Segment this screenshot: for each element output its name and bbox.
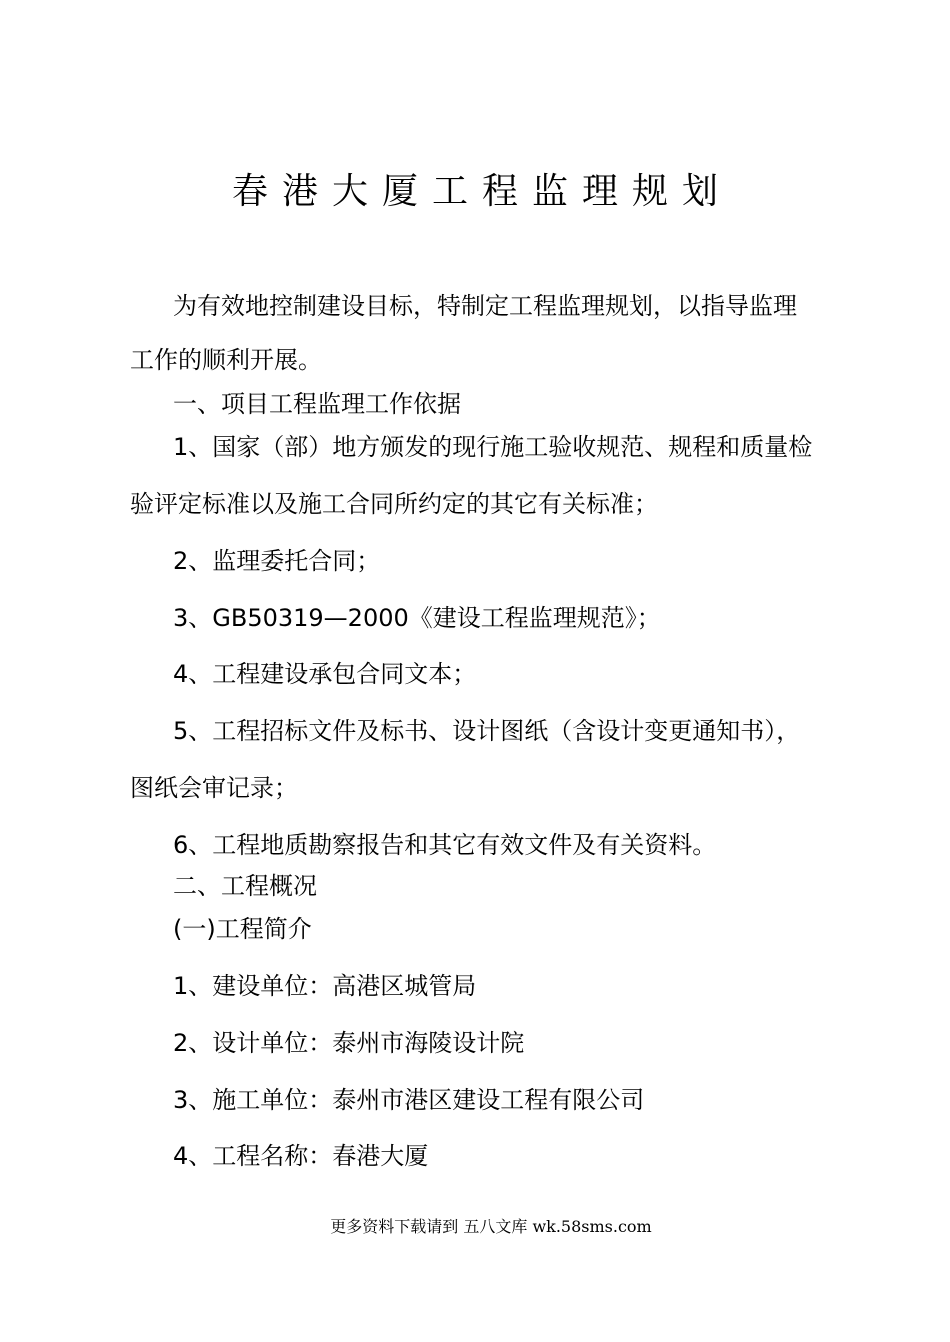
list-item: 3、GB50319—2000《建设工程监理规范》； — [173, 604, 661, 632]
section-heading: 二、工程概况 — [173, 872, 317, 900]
list-item: 3、施工单位：泰州市港区建设工程有限公司 — [173, 1086, 645, 1114]
list-item: 4、工程建设承包合同文本； — [173, 660, 477, 688]
paragraph-line: 工作的顺利开展。 — [130, 346, 322, 374]
page-footer: 更多资料下载请到 五八文库 wk.58sms.com — [330, 1217, 652, 1236]
list-item-continuation: 验评定标准以及施工合同所约定的其它有关标准； — [130, 490, 658, 518]
subsection-heading: (一)工程简介 — [173, 915, 312, 943]
list-item: 6、工程地质勘察报告和其它有效文件及有关资料。 — [173, 831, 717, 859]
document-title: 春港大厦工程监理规划 — [231, 171, 732, 212]
list-item: 2、设计单位：泰州市海陵设计院 — [173, 1029, 525, 1057]
paragraph-line: 为有效地控制建设目标，特制定工程监理规划，以指导监理 — [173, 292, 797, 320]
list-item: 5、工程招标文件及标书、设计图纸（含设计变更通知书）， — [173, 717, 801, 745]
list-item-continuation: 图纸会审记录； — [130, 774, 298, 802]
list-item: 2、监理委托合同； — [173, 547, 381, 575]
section-heading: 一、项目工程监理工作依据 — [173, 390, 461, 418]
list-item: 4、工程名称：春港大厦 — [173, 1142, 429, 1170]
list-item: 1、建设单位：高港区城管局 — [173, 972, 477, 1000]
list-item: 1、国家（部）地方颁发的现行施工验收规范、规程和质量检 — [173, 433, 813, 461]
